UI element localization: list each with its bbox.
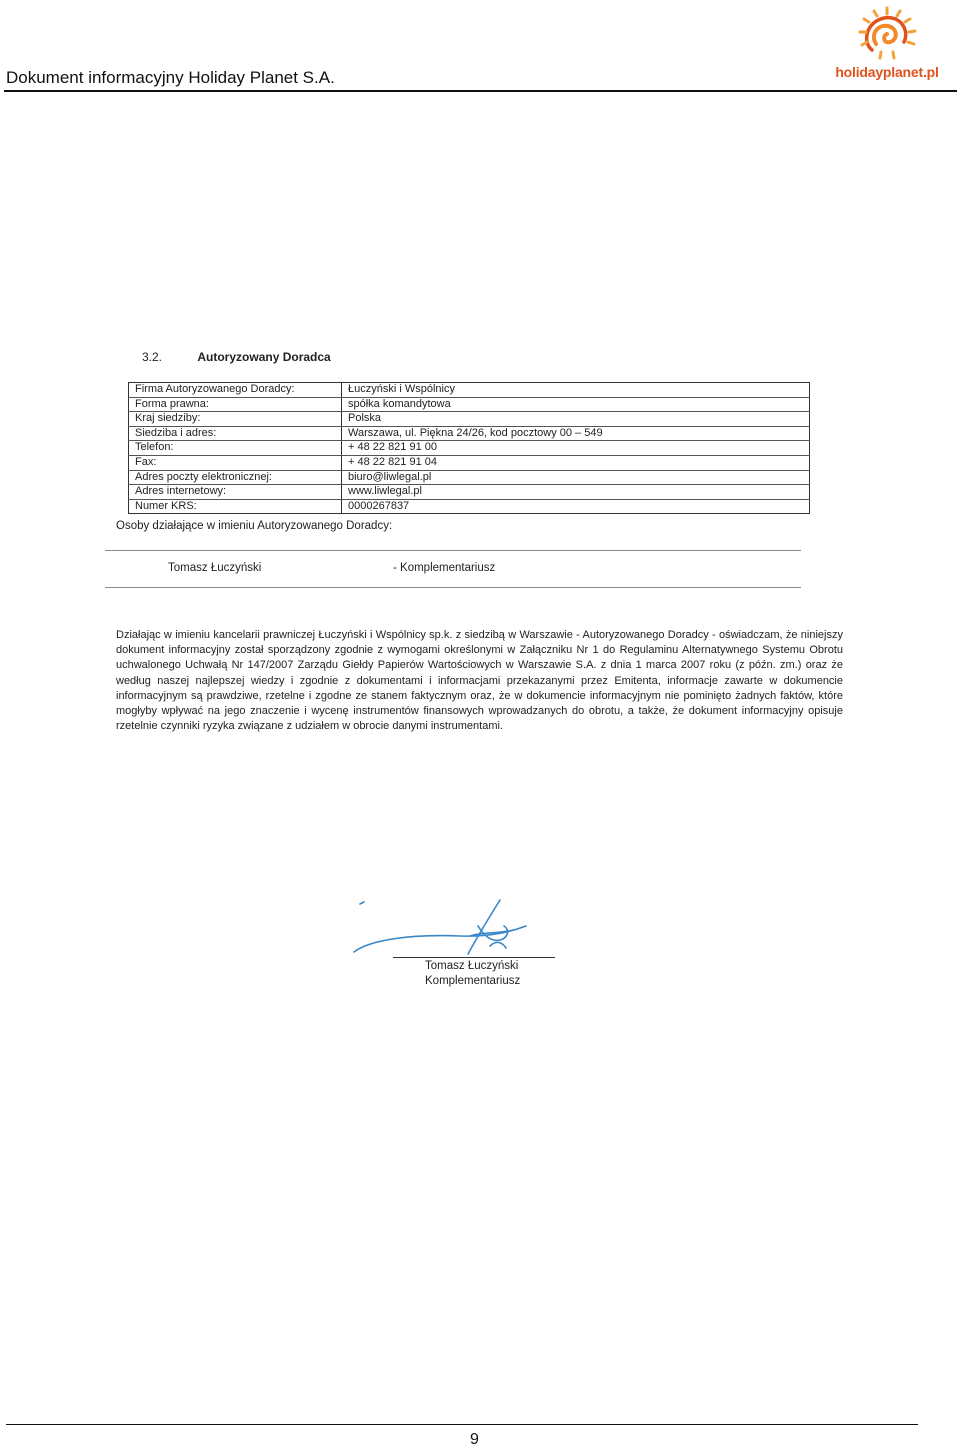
document-header-title: Dokument informacyjny Holiday Planet S.A. [6, 68, 335, 87]
table-row [129, 499, 810, 514]
row-value: 0000267837 [348, 499, 410, 512]
row-value: biuro@liwlegal.pl [342, 470, 810, 485]
row-label: Numer KRS: [129, 499, 342, 514]
row-value: + 48 22 821 91 04 [342, 455, 810, 470]
section-number: 3.2. [142, 350, 163, 364]
advisor-info-table [128, 382, 810, 514]
row-label: Firma Autoryzowanego Doradcy: [129, 383, 342, 398]
table-row [129, 455, 810, 470]
row-value: Polska [342, 412, 810, 427]
row-label: Telefon: [129, 441, 342, 456]
table-row [129, 397, 810, 412]
row-value: Warszawa, ul. Piękna 24/26, kod pocztowy 00 – 549 [342, 426, 810, 441]
logo-wordmark: holidayplanet.pl [835, 64, 939, 80]
row-label: Adres poczty elektronicznej: [129, 470, 342, 485]
signatory-role: Komplementariusz [425, 975, 521, 987]
row-value: spółka komandytowa [342, 397, 810, 412]
persons-label: Osoby działające w imieniu Autoryzowanego Doradcy: [116, 520, 393, 532]
divider-bottom [105, 587, 801, 588]
row-label: Siedziba i adres: [129, 426, 342, 441]
section-title: Autoryzowany Doradca [197, 350, 331, 364]
table-row [129, 412, 810, 427]
section-heading [142, 350, 331, 364]
row-label: Kraj siedziby: [129, 412, 342, 427]
table-row [129, 383, 810, 398]
table-row [129, 441, 810, 456]
declaration-paragraph: Działając w imieniu kancelarii prawniczej Łuczyński i Wspólnicy sp.k. z siedzibą w Warszawie - Autoryzowanego Doradcy - oświadczam, że niniejszy dokument informacyjny został sporządzony zgodnie z wymogami określonymi w Załączniku Nr 1 do Regulaminu Alternatywnego Systemu Obrotu uchwalonego Uchwałą Nr 147/2007 Zarządu Giełdy Papierów Wartościowych w Warszawie S.A. z dnia 1 marca 2007 roku (z późn. zm.) oraz że według naszej najlepszej wiedzy i zgodnie z dokumentami i informacjami przekazanymi przez Emitenta, informacje zawarte w dokumencie informacyjnym są prawdziwe, rzetelne i zgodne ze stanem faktycznym oraz, że w dokumencie informacyjnym nie pominięto żadnych faktów, które mogłyby wpływać na jego znaczenie i wycenę instrumentów finansowych wprowadzanych do obrotu, a także, że dokument informacyjny opisuje rzetelnie czynniki ryzyka związane z udziałem w obrocie danymi instrumentami. [116, 629, 843, 733]
row-value: Łuczyński i Wspólnicy [342, 383, 810, 398]
table-row [129, 485, 810, 500]
table-row [129, 426, 810, 441]
person-role: - Komplementariusz [393, 562, 496, 574]
person-name: Tomasz Łuczyński [168, 562, 262, 574]
handwritten-signature [350, 896, 560, 960]
sun-icon [832, 4, 952, 66]
signature-line [393, 957, 555, 958]
row-label: Forma prawna: [129, 397, 342, 412]
table-row [129, 470, 810, 485]
holidayplanet-logo [832, 4, 952, 84]
header-divider [4, 90, 957, 92]
row-value: + 48 22 821 91 00 [342, 441, 810, 456]
row-label: Adres internetowy: [129, 485, 342, 500]
page-number: 9 [470, 1431, 479, 1448]
divider-top [105, 550, 801, 551]
signatory-name: Tomasz Łuczyński [425, 960, 519, 972]
row-label: Fax: [129, 455, 342, 470]
row-value: www.liwlegal.pl [342, 485, 810, 500]
footer-divider [6, 1424, 918, 1425]
